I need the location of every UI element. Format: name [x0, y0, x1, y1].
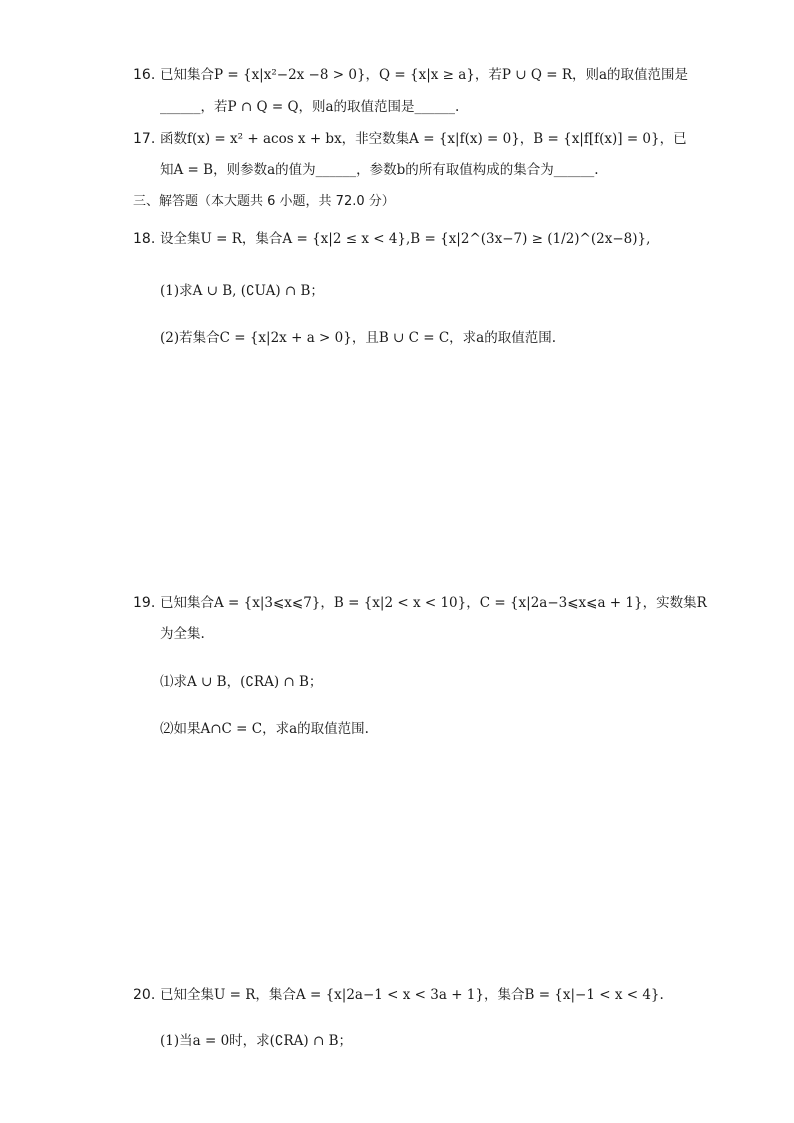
- question-16-line-1: 已知集合P = {x|x²−2x −8 > 0}，Q = {x|x ≥ a}，若P ∪ Q = R，则a的取值范围是: [160, 67, 689, 83]
- section-heading-answer-questions: 三、解答题（本大题共 6 小题，共 72.0 分）: [133, 194, 395, 209]
- question-16-line-2: ______，若P ∩ Q = Q，则a的取值范围是______.: [160, 99, 460, 115]
- question-19-line-1: 已知集合A = {x|3⩽x⩽7}，B = {x|2 < x < 10}，C = {x|2a−3⩽x⩽a + 1}，实数集R: [160, 595, 707, 611]
- question-19-number: 19.: [133, 595, 156, 611]
- question-17-line-1: 函数f(x) = x² + acos x + bx，非空数集A = {x|f(x) = 0}，B = {x|f[f(x)] = 0}，已: [160, 131, 687, 147]
- question-17-number: 17.: [133, 131, 156, 147]
- question-16-number: 16.: [133, 67, 156, 83]
- question-20-line-1: 已知全集U = R，集合A = {x|2a−1 < x < 3a + 1}，集合B = {x|−1 < x < 4}.: [160, 987, 664, 1003]
- question-19-part-1: ⑴求A ∪ B，(∁RA) ∩ B；: [160, 674, 323, 690]
- question-20-part-1: (1)当a = 0时，求(∁RA) ∩ B；: [160, 1033, 353, 1049]
- question-19-part-2: ⑵如果A∩C = C，求a的取值范围.: [160, 721, 369, 737]
- question-17-line-2: 知A = B，则参数a的值为______，参数b的所有取值构成的集合为______.: [160, 162, 599, 178]
- question-18-part-1: (1)求A ∪ B, (∁UA) ∩ B；: [160, 283, 324, 299]
- question-20-number: 20.: [133, 987, 156, 1003]
- question-18-part-2: (2)若集合C = {x|2x + a > 0}，且B ∪ C = C，求a的取值范围.: [160, 330, 557, 346]
- question-19-line-2: 为全集.: [160, 626, 205, 642]
- question-18-line-1: 设全集U = R，集合A = {x|2 ≤ x < 4},B = {x|2^(3x−7) ≥ (1/2)^(2x−8)},: [160, 231, 651, 247]
- question-18-number: 18.: [133, 231, 156, 247]
